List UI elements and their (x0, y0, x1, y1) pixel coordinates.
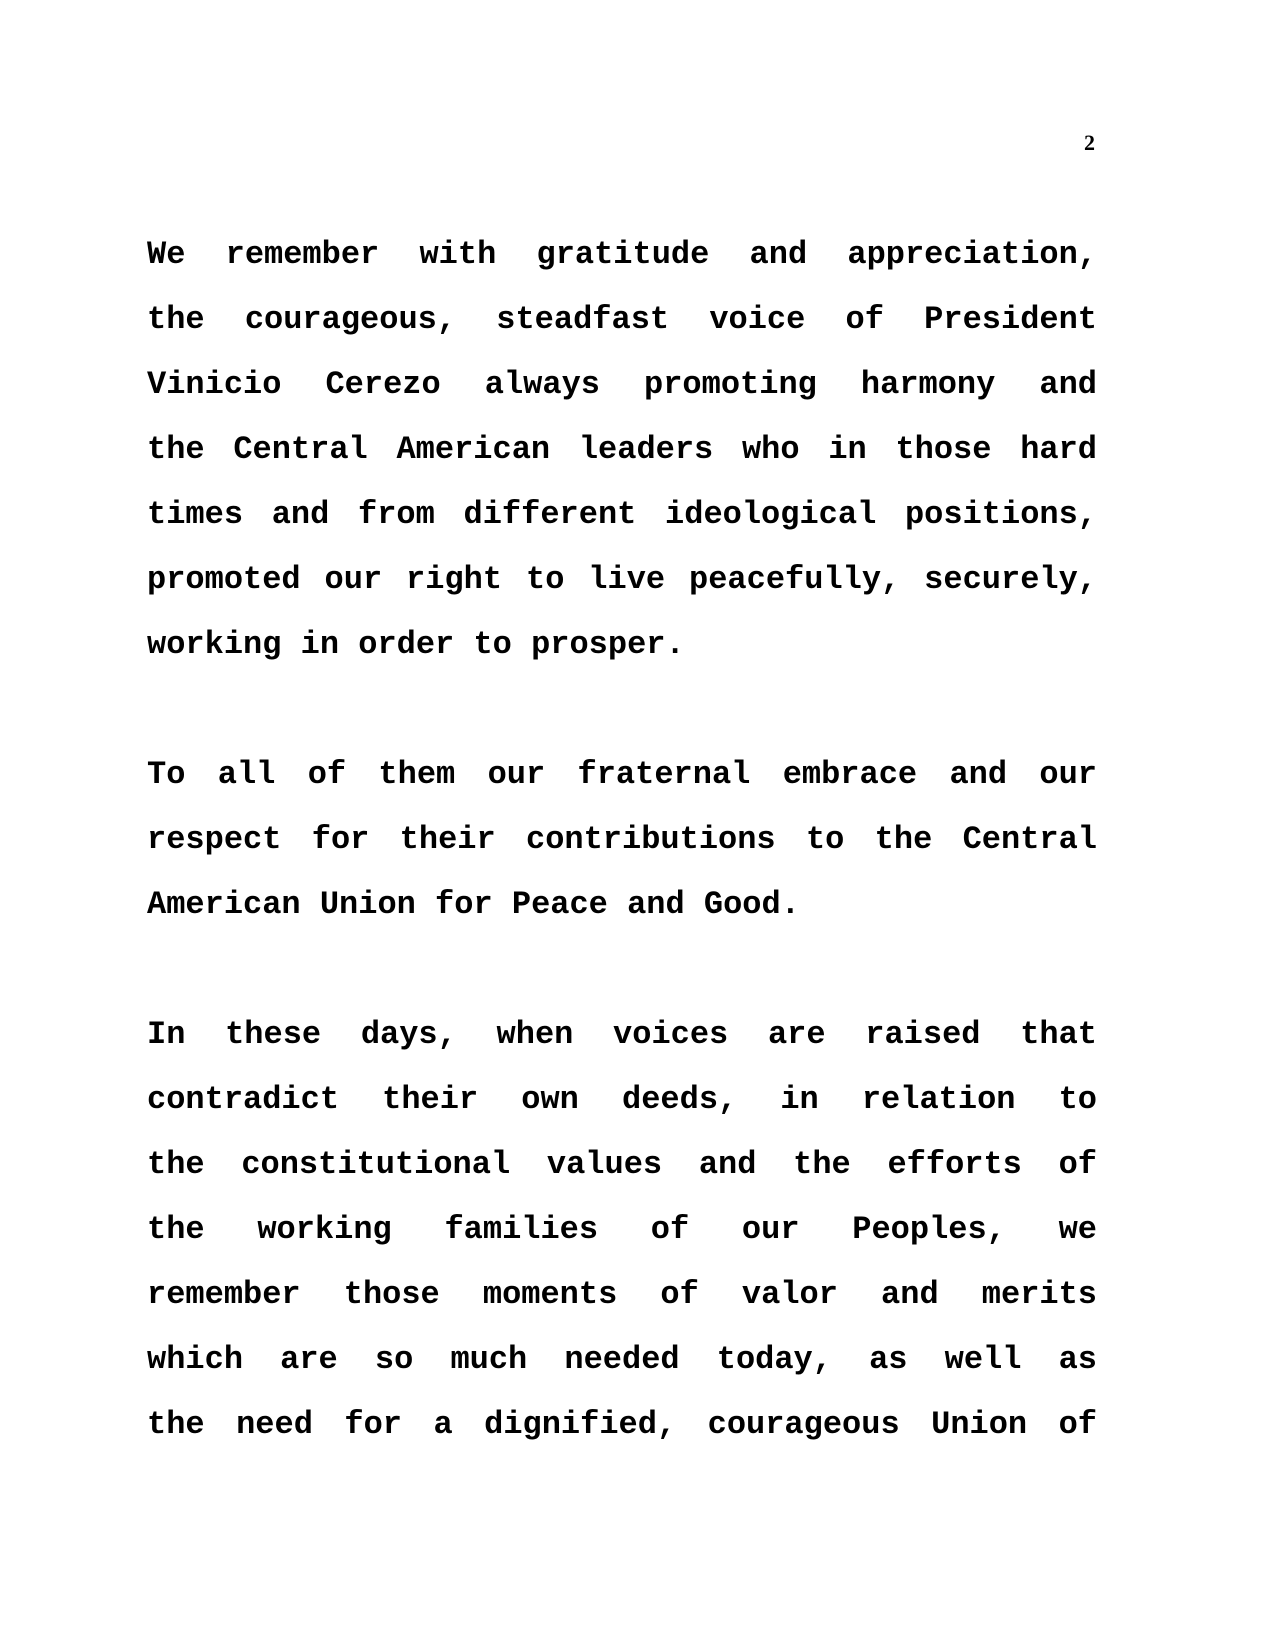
text-line: contradict their own deeds, in relation to (147, 1081, 1097, 1118)
paragraph-1 (147, 222, 1097, 677)
text-line: the courageous, steadfast voice of President (147, 301, 1097, 338)
text-line: remember those moments of valor and merits (147, 1276, 1097, 1313)
text-line: the working families of our Peoples, we (147, 1211, 1097, 1248)
text-line: We remember with gratitude and appreciation, (147, 236, 1097, 273)
text-line: times and from different ideological positions, (147, 496, 1097, 533)
paragraph-2 (147, 742, 1097, 937)
text-line: the constitutional values and the efforts of (147, 1146, 1097, 1183)
paragraph-gap (147, 677, 1097, 742)
text-line: To all of them our fraternal embrace and our (147, 756, 1097, 793)
text-line: the Central American leaders who in those hard (147, 431, 1097, 468)
text-line: which are so much needed today, as well as (147, 1341, 1097, 1378)
text-line: American Union for Peace and Good. (147, 886, 800, 923)
text-line: working in order to prosper. (147, 626, 685, 663)
page-number: 2 (1084, 130, 1095, 155)
text-line: promoted our right to live peacefully, securely, (147, 561, 1097, 598)
paragraph-3 (147, 1002, 1097, 1457)
text-line: the need for a dignified, courageous Union of (147, 1406, 1097, 1443)
text-line: respect for their contributions to the Central (147, 821, 1097, 858)
text-line: Vinicio Cerezo always promoting harmony and (147, 366, 1097, 403)
paragraph-gap (147, 937, 1097, 1002)
document-body (147, 222, 1097, 1457)
text-line: In these days, when voices are raised that (147, 1016, 1097, 1053)
